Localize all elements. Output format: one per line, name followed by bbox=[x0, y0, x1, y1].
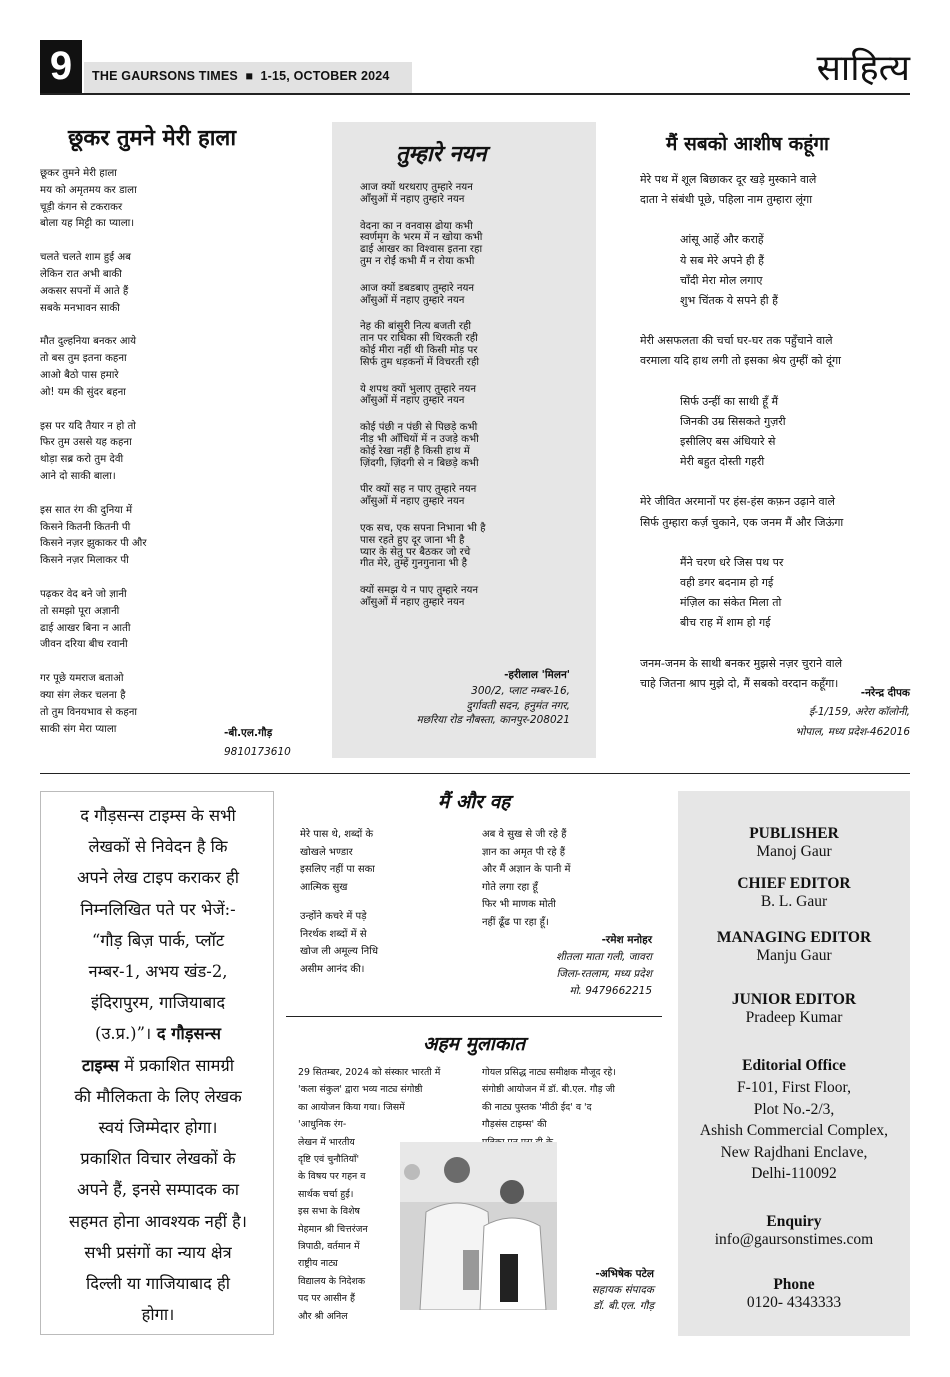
address-line: Delhi-110092 bbox=[751, 1165, 837, 1182]
enquiry-email[interactable]: info@gaursonstimes.com bbox=[714, 1231, 874, 1248]
article-author: -अभिषेक पटेल bbox=[595, 1268, 654, 1280]
author-address bbox=[556, 949, 652, 1000]
notice-line: सभी प्रसंगों का न्याय क्षेत्र bbox=[84, 1242, 232, 1262]
notice-line: “गौड़ बिज़ पार्क, प्लॉट bbox=[91, 930, 225, 950]
notice-text bbox=[47, 800, 269, 1330]
poem-line: नीड़ भी आँधियों में न उजड़े कभी bbox=[360, 433, 479, 445]
poem-title: तुम्हारे नयन bbox=[396, 142, 487, 167]
poem-line: चलते चलते शाम हुई अब bbox=[40, 252, 131, 264]
poem-line: आओ बैठो पास हमारे bbox=[40, 369, 119, 381]
address-line: मो. 9479662215 bbox=[569, 985, 652, 997]
poem-line: पढ़कर वेद बने जो ज्ञानी bbox=[40, 588, 127, 600]
poem-line: खोखले भण्डार bbox=[300, 846, 353, 858]
enquiry-label: Enquiry bbox=[766, 1213, 822, 1230]
poem-title: मैं और वह bbox=[437, 791, 511, 813]
managing-editor-label: MANAGING EDITOR bbox=[716, 929, 872, 946]
poem-line: आँसुओं में नहाए तुम्हारे नयन bbox=[360, 395, 465, 407]
poem-line: इसीलिए बस अंधियारे से bbox=[680, 435, 776, 449]
poem-line: क्या संग लेकर चलना है bbox=[40, 689, 126, 701]
poem-line: मेरी असफलता की चर्चा घर-घर तक पहुँचाने वाले bbox=[640, 334, 833, 348]
poem-line: आँसुओं में नहाए तुम्हारे नयन bbox=[360, 596, 465, 608]
poem-line: कोई रेखा नहीं है किसी हाथ में bbox=[360, 445, 470, 457]
poem-line: ढाई आखर बिना न आती bbox=[40, 622, 131, 634]
poem-line: किसने कितनी कितनी पी bbox=[40, 521, 131, 533]
article-line: त्रिपाठी, वर्तमान में bbox=[298, 1241, 360, 1253]
poem-line: स्वर्णमृग के भरम में न खोया कभी bbox=[360, 232, 483, 244]
stanza-gap bbox=[40, 570, 302, 587]
poem-line: इस सात रंग की दुनिया में bbox=[40, 504, 133, 516]
notice-line: प्रकाशित विचार लेखकों के bbox=[80, 1149, 236, 1169]
poem-line: जिनकी उम्र सिसकते गुज़री bbox=[680, 414, 786, 428]
poem-aashish bbox=[640, 130, 910, 738]
stanza-gap bbox=[40, 654, 302, 671]
address-line: F-101, First Floor, bbox=[737, 1079, 851, 1096]
stanza-gap bbox=[40, 486, 302, 503]
poem-line: ज्ञान का अमृत पी रहे हैं bbox=[482, 846, 566, 858]
notice-line: अपने लेख टाइप कराकर ही bbox=[77, 868, 239, 888]
poem-line: शुभ चिंतक ये सपने ही हैं bbox=[680, 294, 778, 308]
poem-line: किसने नज़र मिलाकर पी bbox=[40, 555, 129, 567]
notice-line: होगा। bbox=[141, 1305, 175, 1325]
notice-line: नम्बर-1, अभय खंड-2, bbox=[88, 962, 228, 982]
stanza-gap bbox=[300, 896, 378, 908]
poem-title: मैं सबको आशीष कहूंगा bbox=[666, 133, 829, 155]
stanza-gap bbox=[640, 472, 910, 492]
paper-name: THE GAURSONS TIMES bbox=[92, 69, 238, 83]
article-line: पद पर आसीन हैं bbox=[298, 1293, 355, 1305]
publisher-label: PUBLISHER bbox=[749, 825, 839, 842]
address-line: Ashish Commercial Complex, bbox=[699, 1122, 889, 1139]
article-line: की नाट्य पुस्तक 'मीठी ईद' व 'द bbox=[482, 1101, 592, 1113]
poem-line: जीवन दरिया बीच रवानी bbox=[40, 639, 128, 651]
article-line: और श्री अनिल bbox=[298, 1310, 348, 1322]
article-line: सार्थक चर्चा हुई। bbox=[298, 1188, 354, 1200]
poem-line: जनम-जनम के साथी बनकर मुझसे नज़र चुराने वाले bbox=[640, 656, 843, 670]
poem-line: मेरे पथ में शूल बिछाकर दूर खड़े मुस्काने वाले bbox=[640, 173, 817, 186]
poem-line: चाँदी मेरा मोल लगाए bbox=[680, 273, 763, 287]
stanza-gap bbox=[640, 372, 910, 392]
notice-line: इंदिरापुरम, गाजियाबाद bbox=[90, 993, 226, 1013]
poem-line: साकी संग मेरा प्याला bbox=[40, 723, 117, 735]
stanza-gap bbox=[40, 233, 302, 250]
poem-line: लेकिन रात अभी बाकी bbox=[40, 268, 122, 280]
notice-line: दिल्ली या गाजियाबाद ही bbox=[86, 1274, 230, 1294]
poem-line: दाता ने संबंधी पूछे, पहिला नाम तुम्हारा लूंगा bbox=[640, 193, 813, 207]
author-notice-box bbox=[40, 791, 274, 1335]
phone-label: Phone bbox=[773, 1276, 815, 1293]
header-bar: THE GAURSONS TIMES ■ 1-15, OCTOBER 2024 bbox=[84, 62, 412, 93]
designation-line: डॉ. बी.एल. गौड़ bbox=[593, 1300, 654, 1312]
poem-line: चूड़ी कंगन से टकराकर bbox=[40, 201, 123, 213]
poem-line: मेरी बहुत दोस्ती गहरी bbox=[680, 455, 765, 469]
poem-line: आत्मिक सुख bbox=[300, 881, 348, 893]
article-line: गौड़संस टाइम्स' की bbox=[482, 1119, 547, 1131]
stanza-gap bbox=[360, 469, 592, 484]
poem-author: -हरीलाल 'मिलन' bbox=[504, 669, 570, 681]
notice-line: निम्नलिखित पते पर भेजें:- bbox=[80, 899, 236, 919]
office-address bbox=[678, 1077, 910, 1185]
address-line: मछरिया रोड नौबस्ता, कानपुर-208021 bbox=[416, 714, 570, 726]
poem-line: ओ! यम की सुंदर बहना bbox=[40, 386, 126, 398]
stanza-gap bbox=[360, 206, 592, 221]
poem-line: ढाई आखर का विश्वास इतना रहा bbox=[360, 244, 483, 256]
stanza-gap bbox=[360, 570, 592, 585]
masthead-box bbox=[678, 791, 910, 1336]
article-line: इस सभा के विशेष bbox=[298, 1206, 360, 1218]
stanza-gap bbox=[360, 268, 592, 283]
poem-line: खोज ली अमूल्य निधि bbox=[300, 946, 378, 957]
poem-line: गोते लगा रहा हूँ bbox=[482, 881, 538, 893]
article-line: राष्ट्रीय नाट्य bbox=[298, 1258, 338, 1270]
chief-editor-label: CHIEF EDITOR bbox=[737, 875, 851, 892]
poem-body-left bbox=[300, 826, 378, 978]
stanza-gap bbox=[360, 407, 592, 422]
poem-tumhare-nayan bbox=[360, 138, 592, 726]
poem-byline bbox=[556, 932, 652, 1000]
poem-line: सिर्फ तुम्हारा कर्ज़ चुकाने, एक जनम मैं और जिऊंगा bbox=[640, 515, 844, 529]
poem-line: वही डगर बदनाम हो गई bbox=[680, 576, 774, 590]
poem-line: प्यार के सेतु पर बैठकर जो रचे bbox=[360, 546, 471, 558]
notice-brand: टाइम्स bbox=[82, 1055, 119, 1075]
poem-chhukar bbox=[40, 122, 302, 758]
notice-brand: द गौड़सन्स bbox=[151, 1024, 221, 1044]
article-line: लेखन में भारतीय bbox=[298, 1136, 355, 1148]
article-line: संगोष्ठी आयोजन में डॉ. बी.एल. गौड़ जी bbox=[482, 1084, 615, 1096]
poem-body-right bbox=[482, 826, 570, 931]
poem-body bbox=[640, 170, 910, 694]
poem-line: सिर्फ तुम धड़कनों में विचरती रही bbox=[360, 356, 479, 368]
article-line: के विषय पर गहन व bbox=[298, 1171, 366, 1183]
poem-line: फिर भी माणक मोती bbox=[482, 899, 556, 910]
poem-line: फिर तुम उससे यह कहना bbox=[40, 437, 132, 449]
stanza-gap bbox=[40, 402, 302, 419]
junior-editor-name: Pradeep Kumar bbox=[745, 1009, 843, 1026]
poem-line: तो बस तुम इतना कहना bbox=[40, 353, 127, 365]
poem-body bbox=[360, 182, 592, 609]
stanza-gap bbox=[360, 508, 592, 523]
poem-line: छूकर तुमने मेरी हाला bbox=[40, 168, 117, 179]
article-byline bbox=[592, 1266, 654, 1314]
article-title: अहम मुलाकात bbox=[422, 1033, 526, 1055]
poem-line: आज क्यों थरथराए तुम्हारे नयन bbox=[360, 182, 473, 193]
poem-line: तान पर राधिका सी थिरकती रही bbox=[360, 333, 478, 345]
poem-line: चाहे जितना श्राप मुझे दो, मैं सबको वरदान कहूँगा। bbox=[640, 676, 839, 690]
poem-line: मौत दुल्हनिया बनकर आये bbox=[40, 336, 137, 348]
address-line: जिला-रतलाम, मध्य प्रदेश bbox=[556, 968, 652, 980]
stanza-gap bbox=[640, 533, 910, 553]
poem-line: क्यों समझ ये न पाए तुम्हारे नयन bbox=[360, 585, 479, 597]
stanza-gap bbox=[640, 210, 910, 230]
notice-line: द गौड़सन्स टाइम्स के सभी bbox=[80, 806, 236, 825]
poem-line: ये शपथ क्यों भुलाए तुम्हारे नयन bbox=[360, 383, 476, 395]
photo-illustration bbox=[400, 1142, 557, 1310]
address-line: New Rajdhani Enclave, bbox=[720, 1143, 868, 1161]
phone-number: 0120- 4343333 bbox=[746, 1294, 842, 1311]
poem-line: मेरे जीवित अरमानों पर हंस-हंस कफ़न उढ़ाने वाले bbox=[640, 495, 835, 509]
managing-editor-name: Manju Gaur bbox=[756, 947, 832, 964]
poem-line: आने दो साकी बाला। bbox=[40, 470, 116, 482]
notice-line: सहमत होना आवश्यक नहीं है। bbox=[69, 1211, 247, 1231]
issue-date: 1-15, OCTOBER 2024 bbox=[260, 69, 390, 83]
article-line: का आयोजन किया गया। जिसमें bbox=[298, 1101, 405, 1113]
poem-line: ये सब मेरे अपने ही हैं bbox=[680, 253, 764, 267]
poem-line: गर पूछे यमराज बताओ bbox=[40, 673, 124, 685]
junior-editor-label: JUNIOR EDITOR bbox=[731, 991, 857, 1008]
poem-line: मंज़िल का संकेत मिला तो bbox=[680, 596, 782, 610]
section-title: साहित्य bbox=[816, 48, 910, 89]
poem-line: और मैं अज्ञान के पानी में bbox=[482, 864, 571, 875]
stanza-gap bbox=[640, 311, 910, 331]
address-line: शीतला माता गली, जावरा bbox=[556, 951, 652, 963]
address-line: 300/2, प्लाट नम्बर-16, bbox=[471, 685, 570, 697]
poem-line: मैंने चरण धरे जिस पथ पर bbox=[680, 555, 784, 569]
poem-line: अब वे सुख से जी रहे हैं bbox=[482, 829, 567, 840]
notice-line: की मौलिकता के लिए लेखक bbox=[74, 1086, 242, 1106]
office-label: Editorial Office bbox=[742, 1057, 846, 1074]
poem-line: पीर क्यों सह न पाए तुम्हारे नयन bbox=[360, 484, 477, 496]
section-divider bbox=[40, 773, 910, 774]
article-line: विद्यालय के निदेशक bbox=[298, 1275, 366, 1287]
poem-line: इसलिए नहीं पा सका bbox=[300, 864, 375, 875]
page-number: 9 bbox=[40, 40, 82, 93]
article-line: मेहमान श्री चित्तरंजन bbox=[298, 1223, 368, 1235]
poem-line: अकसर सपनों में आते हैं bbox=[40, 285, 129, 297]
event-photo bbox=[400, 1142, 557, 1310]
poem-line: नहीं ढूँढ पा रहा हूँ। bbox=[482, 916, 549, 928]
designation-line: सहायक संपादक bbox=[591, 1284, 654, 1296]
poem-line: नेह की बांसुरी नित्य बजती रही bbox=[360, 321, 472, 333]
article-line: 29 सितम्बर, 2024 को संस्कार भारती में bbox=[298, 1067, 441, 1078]
poem-line: उन्होंने कचरे में पड़े bbox=[300, 911, 367, 922]
address-line: दुर्गावती सदन, हनुमंत नगर, bbox=[466, 699, 570, 712]
poem-line: आँसुओं में नहाए तुम्हारे नयन bbox=[360, 294, 465, 306]
stanza-gap bbox=[360, 306, 592, 321]
notice-line: लेखकों से निवेदन है कि bbox=[88, 837, 228, 857]
poem-line: एक सच, एक सपना निभाना भी है bbox=[360, 522, 486, 534]
header-rule bbox=[40, 93, 910, 95]
poem-author: -नरेन्द्र दीपक bbox=[860, 687, 910, 699]
poem-author: -रमेश मनोहर bbox=[601, 934, 652, 946]
author-designation bbox=[592, 1282, 654, 1314]
poem-line: निरर्थक शब्दों में से bbox=[300, 928, 367, 940]
poem-line: सिर्फ उन्हीं का साथी हूँ मैं bbox=[680, 394, 779, 408]
poem-line: मेरे पास थे, शब्दों के bbox=[300, 829, 374, 840]
address-line: Plot No.-2/3, bbox=[753, 1100, 835, 1118]
publisher-name: Manoj Gaur bbox=[756, 843, 832, 860]
poem-line: वेदना का न वनवास ढोया कभी bbox=[360, 220, 473, 232]
poem-line: पास रहते हुए दूर जाना भी है bbox=[360, 534, 465, 546]
author-address bbox=[795, 702, 910, 742]
article-line: गोयल प्रसिद्ध नाट्य समीक्षक मौजूद रहे। bbox=[482, 1067, 616, 1078]
author-address bbox=[416, 684, 570, 728]
article-line: 'कला संकुल' द्वारा भव्य नाट्य संगोष्ठी bbox=[298, 1084, 423, 1096]
poem-line: ज़िंदगी, ज़िंदगी से न बिछड़े कभी bbox=[360, 457, 479, 469]
stanza-gap bbox=[640, 634, 910, 654]
poem-body bbox=[40, 166, 302, 738]
poem-line: बोला यह मिट्टी का प्याला। bbox=[40, 218, 135, 230]
poem-line: थोड़ा सब्र करो तुम देवी bbox=[40, 454, 124, 466]
article-line: 'आधुनिक रंग- bbox=[298, 1119, 347, 1131]
stanza-gap bbox=[360, 369, 592, 384]
poem-line: गीत मेरे, तुम्हें गुनगुनाना भी है bbox=[360, 558, 468, 570]
notice-line: स्वयं जिम्मेदार होगा। bbox=[98, 1118, 218, 1138]
poem-line: असीम आनंद की। bbox=[300, 963, 365, 975]
poem-line: इस पर यदि तैयार न हो तो bbox=[40, 420, 136, 432]
article-line: दृष्टि एवं चुनौतियाँ' bbox=[298, 1154, 360, 1166]
poem-title: छूकर तुमने मेरी हाला bbox=[68, 126, 237, 151]
poem-line: बीच राह में शाम हो गई bbox=[680, 616, 771, 630]
poem-line: आँसुओं में नहाए तुम्हारे नयन bbox=[360, 496, 465, 508]
poem-line: किसने नज़र झुकाकर पी और bbox=[40, 538, 147, 550]
author-phone: 9810173610 bbox=[224, 746, 291, 758]
notice-line: (उ.प्र.)”। द गौड़सन्स bbox=[95, 1024, 221, 1044]
poem-line: सबके मनभावन साकी bbox=[40, 302, 120, 314]
address-line: भोपाल, मध्य प्रदेश-462016 bbox=[795, 726, 910, 738]
poem-line: तो तुम विनयभाव से कहना bbox=[40, 706, 138, 718]
stanza-gap bbox=[40, 317, 302, 334]
poem-line: कोई मीरा नहीं थी किसी मोड़ पर bbox=[360, 344, 478, 356]
poem-line: आज क्यों डबडबाए तुम्हारे नयन bbox=[360, 282, 475, 294]
poem-line: कोई पंछी न पंछी से पिछड़े कभी bbox=[360, 422, 478, 434]
poem-author: -बी.एल.गौड़ bbox=[224, 727, 273, 739]
poem-line: तो समझो पूरा अज्ञानी bbox=[40, 605, 120, 617]
notice-line: टाइम्स में प्रकाशित सामग्री bbox=[82, 1055, 234, 1075]
poem-line: मय को अमृतमय कर डाला bbox=[40, 184, 137, 196]
address-line: ई-1/159, अरेरा कॉलोनी, bbox=[808, 706, 910, 718]
poem-line: तुम न रोईं कभी मैं न रोया कभी bbox=[360, 255, 475, 267]
article-divider bbox=[286, 1016, 662, 1017]
poem-line: वरमाला यदि हाथ लगी तो इसका श्रेय तुम्हीं को दूंगा bbox=[640, 354, 841, 368]
notice-line: अपने हैं, इनसे सम्पादक का bbox=[77, 1180, 239, 1200]
chief-editor-name: B. L. Gaur bbox=[760, 893, 828, 910]
poem-line: आँसुओं में नहाए तुम्हारे नयन bbox=[360, 193, 465, 205]
poem-line: आंसू आहें और कराहें bbox=[680, 233, 764, 247]
